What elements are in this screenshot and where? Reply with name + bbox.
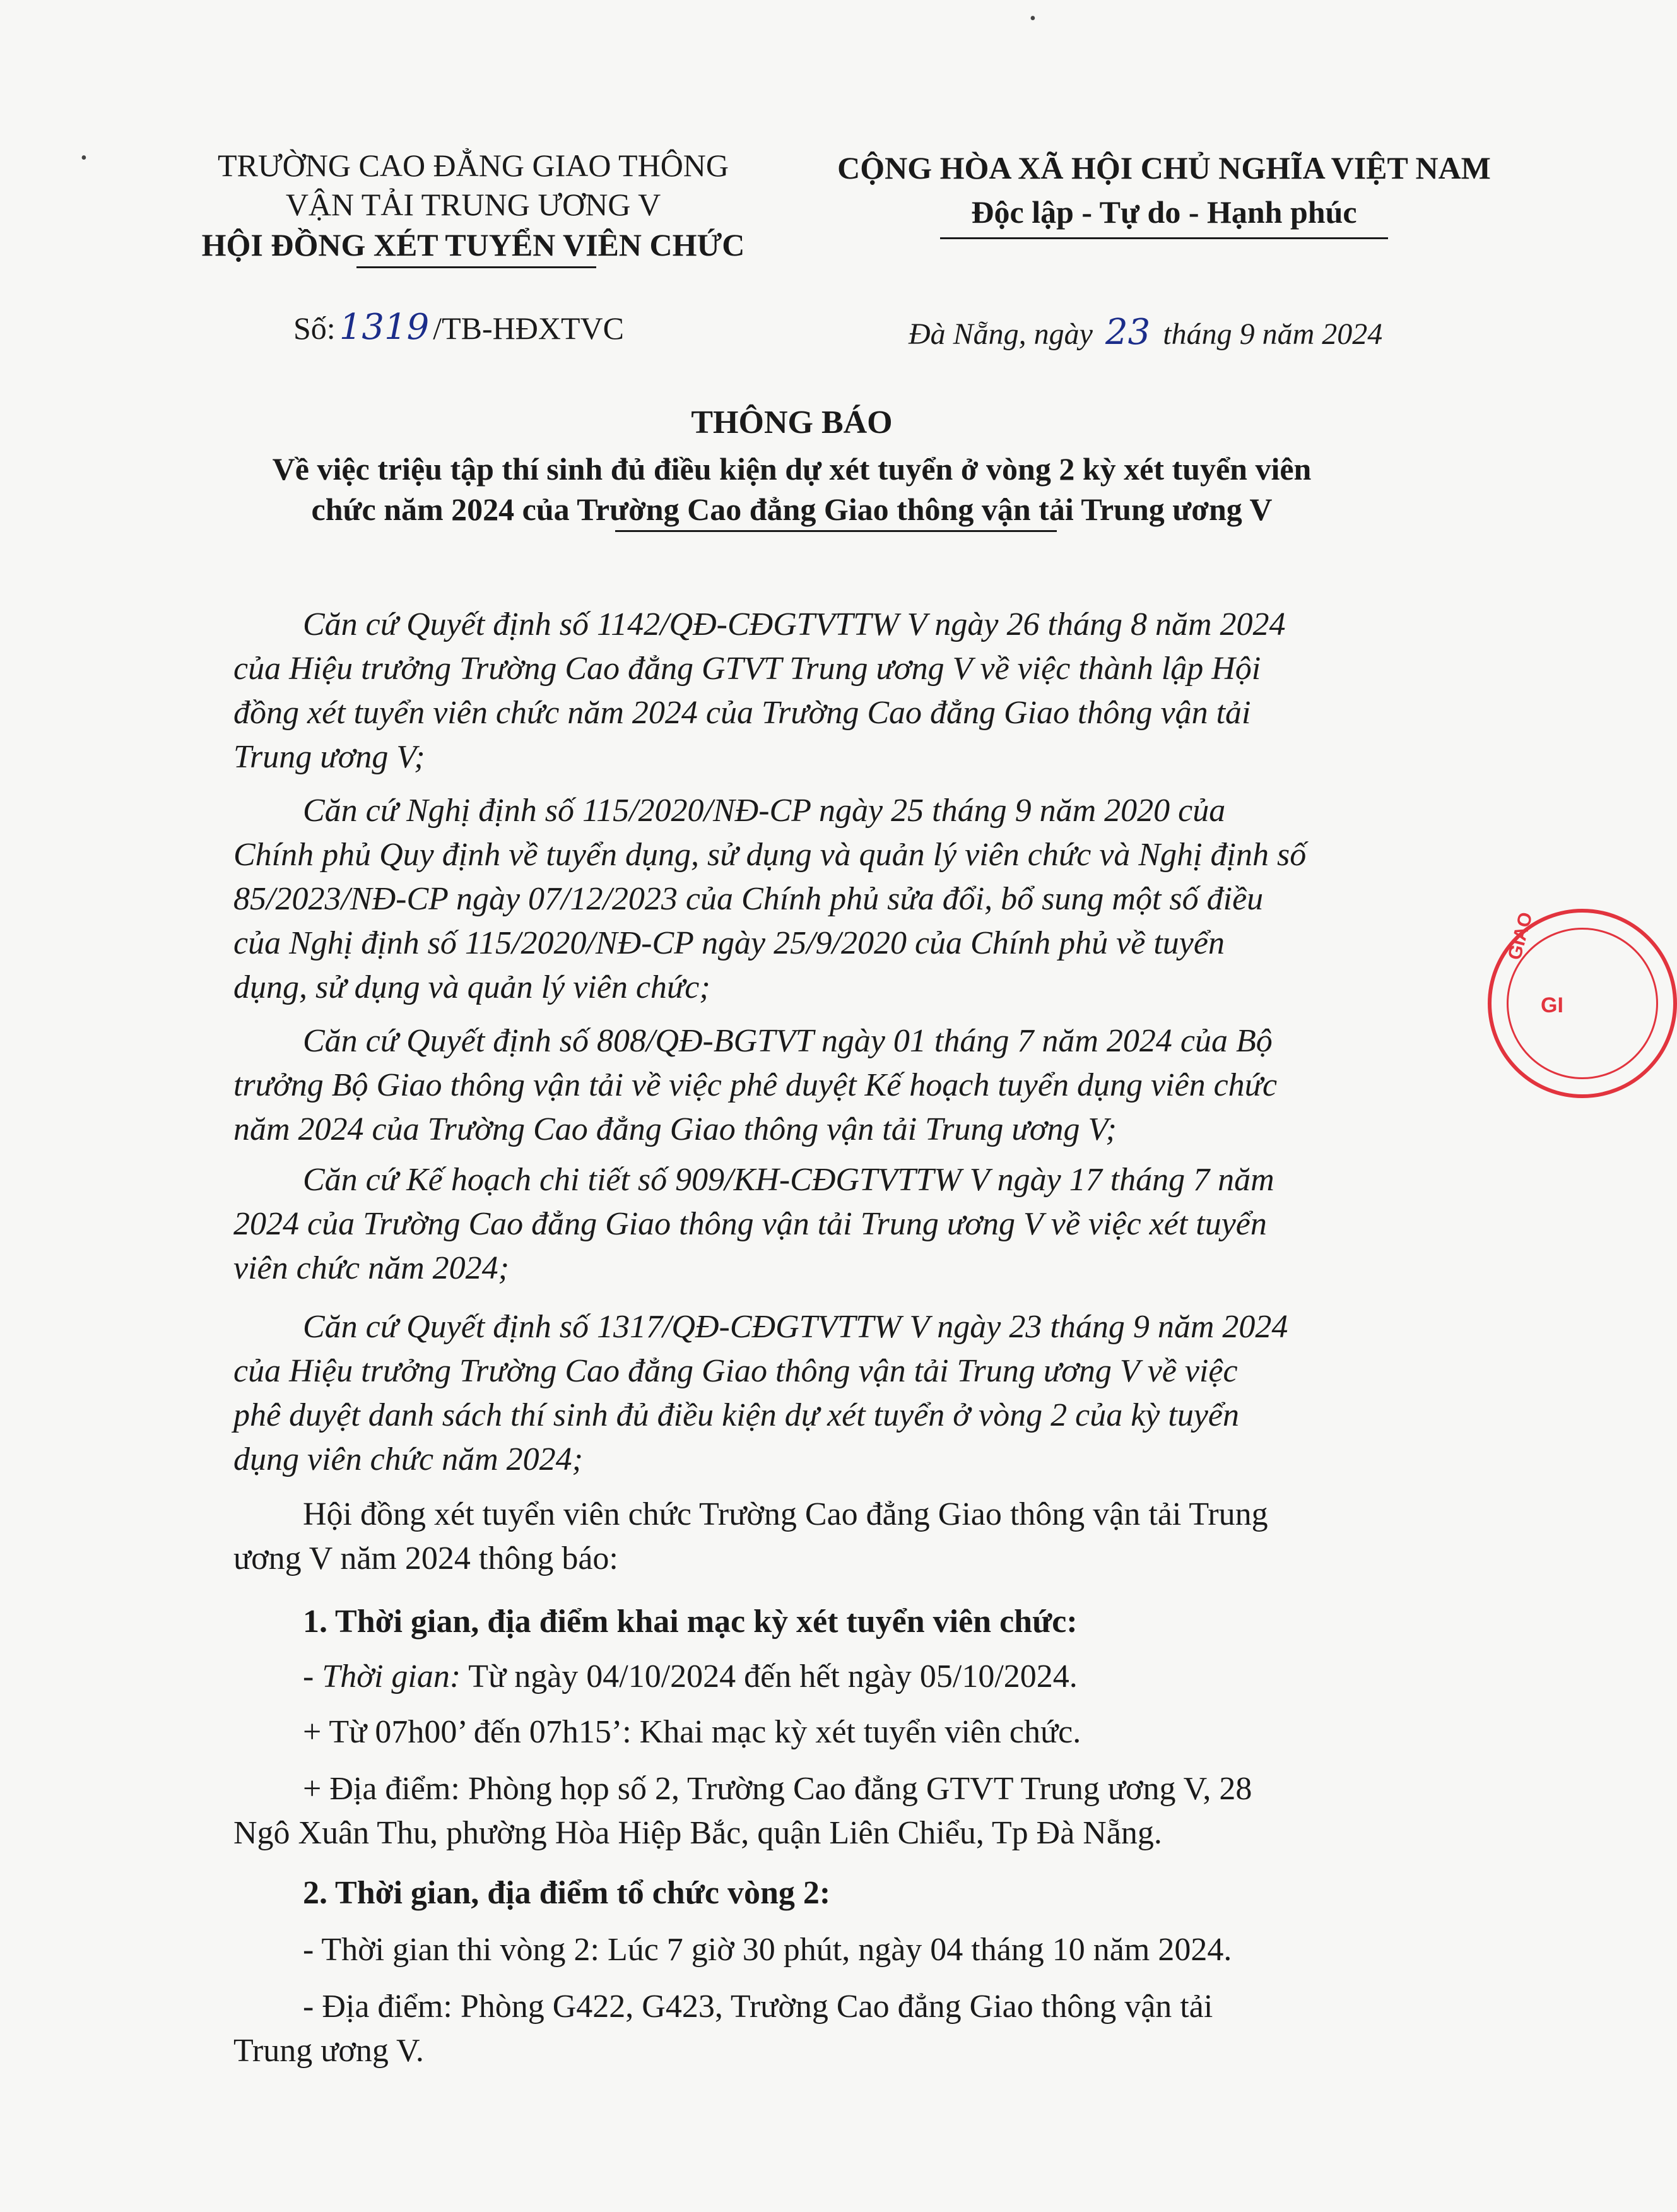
- seal-inner-ring: [1507, 928, 1658, 1079]
- basis-line: Trung ương V;: [233, 739, 425, 775]
- basis-line: Căn cứ Quyết định số 808/QĐ-BGTVT ngày 01 tháng 7 năm 2024 của Bộ: [303, 1023, 1273, 1059]
- basis-paragraph: [233, 1158, 1420, 1291]
- time-label: - Thời gian:: [303, 1659, 461, 1694]
- document-subtitle-line1: Về việc triệu tập thí sinh đủ điều kiện dự xét tuyển ở vòng 2 kỳ xét tuyển viên: [272, 451, 1312, 487]
- section2-heading-text: 2. Thời gian, địa điểm tổ chức vòng 2:: [303, 1875, 831, 1911]
- section2-time: [233, 1928, 1420, 1972]
- basis-line: Căn cứ Quyết định số 1142/QĐ-CĐGTVTTW V ngày 26 tháng 8 năm 2024: [303, 606, 1286, 642]
- section2-place-line: - Địa điểm: Phòng G422, G423, Trường Cao đẳng Giao thông vận tải: [303, 1989, 1213, 2025]
- date-prefix: Đà Nẵng, ngày: [909, 317, 1093, 351]
- national-motto: Độc lập - Tự do - Hạnh phúc: [971, 194, 1357, 230]
- section1-place-line: + Địa điểm: Phòng họp số 2, Trường Cao đẳng GTVT Trung ương V, 28: [303, 1771, 1252, 1807]
- seal-text-mid: GI: [1541, 993, 1563, 1017]
- document-subtitle-line2: chức năm 2024 của Trường Cao đẳng Giao thông vận tải Trung ương V: [311, 492, 1273, 527]
- national-title: CỘNG HÒA XÃ HỘI CHỦ NGHĨA VIỆT NAM: [837, 150, 1491, 186]
- title-underline: [615, 530, 1057, 532]
- section1-heading: [233, 1600, 1420, 1644]
- basis-paragraph: [233, 1305, 1420, 1482]
- basis-line: dụng, sử dụng và quản lý viên chức;: [233, 969, 710, 1005]
- intro-line: Hội đồng xét tuyển viên chức Trường Cao đẳng Giao thông vận tải Trung: [303, 1496, 1268, 1532]
- number-handwritten: 1319: [339, 307, 430, 348]
- date-suffix: tháng 9 năm 2024: [1163, 317, 1383, 351]
- number-prefix: Số:: [293, 311, 336, 346]
- header-left-line1: TRƯỜNG CAO ĐẲNG GIAO THÔNG: [217, 148, 729, 183]
- section1-heading-text: 1. Thời gian, địa điểm khai mạc kỳ xét tuyển viên chức:: [303, 1604, 1078, 1640]
- basis-line: của Hiệu trưởng Trường Cao đẳng Giao thông vận tải Trung ương V về việc: [233, 1353, 1238, 1389]
- header-right-underline: [940, 237, 1388, 239]
- basis-paragraph: [233, 1019, 1420, 1152]
- basis-line: đồng xét tuyển viên chức năm 2024 của Trường Cao đẳng Giao thông vận tải: [233, 695, 1251, 731]
- section2-place-line: Trung ương V.: [233, 2033, 424, 2069]
- number-suffix: /TB-HĐXTVC: [433, 311, 624, 346]
- section1-opening: [233, 1710, 1420, 1754]
- intro-line: ương V năm 2024 thông báo:: [233, 1541, 618, 1576]
- basis-paragraph: [233, 603, 1420, 779]
- basis-line: Chính phủ Quy định về tuyển dụng, sử dụng và quản lý viên chức và Nghị định số: [233, 837, 1307, 873]
- time-value: Từ ngày 04/10/2024 đến hết ngày 05/10/2024.: [461, 1659, 1078, 1694]
- council-name: HỘI ĐỒNG XÉT TUYỂN VIÊN CHỨC: [201, 227, 745, 263]
- basis-line: 2024 của Trường Cao đẳng Giao thông vận tải Trung ương V về việc xét tuyển: [233, 1206, 1267, 1242]
- official-seal: [1488, 909, 1677, 1098]
- section1-time: [233, 1655, 1420, 1699]
- section2-place: [233, 1985, 1420, 2073]
- section1-place-line: Ngô Xuân Thu, phường Hòa Hiệp Bắc, quận Liên Chiểu, Tp Đà Nẵng.: [233, 1815, 1162, 1851]
- section1-time-line: [233, 1655, 1420, 1699]
- basis-line: viên chức năm 2024;: [233, 1250, 509, 1286]
- seal-text-top: GIAO: [1504, 909, 1537, 962]
- basis-line: 85/2023/NĐ-CP ngày 07/12/2023 của Chính phủ sửa đổi, bổ sung một số điều: [233, 881, 1264, 917]
- basis-line: phê duyệt danh sách thí sinh đủ điều kiện dự xét tuyển ở vòng 2 của kỳ tuyển: [233, 1397, 1239, 1433]
- document-date: [909, 312, 1382, 353]
- document-title: THÔNG BÁO: [691, 405, 893, 441]
- basis-line: Căn cứ Nghị định số 115/2020/NĐ-CP ngày 25 tháng 9 năm 2020 của: [303, 793, 1226, 829]
- header-left-line2: VẬN TẢI TRUNG ƯƠNG V: [285, 187, 661, 222]
- section1-place: [233, 1767, 1420, 1855]
- header-left-underline: [356, 266, 596, 268]
- intro-paragraph: [233, 1493, 1420, 1581]
- basis-line: dụng viên chức năm 2024;: [233, 1441, 583, 1477]
- scan-mark: •: [81, 148, 87, 168]
- basis-line: Căn cứ Quyết định số 1317/QĐ-CĐGTVTTW V ngày 23 tháng 9 năm 2024: [303, 1309, 1288, 1345]
- document-number: [293, 307, 624, 348]
- basis-line: của Nghị định số 115/2020/NĐ-CP ngày 25/9/2020 của Chính phủ về tuyển: [233, 925, 1225, 961]
- section2-heading: [233, 1871, 1420, 1915]
- basis-line: Căn cứ Kế hoạch chi tiết số 909/KH-CĐGTVTTW V ngày 17 tháng 7 năm: [303, 1162, 1274, 1198]
- basis-line: trưởng Bộ Giao thông vận tải về việc phê duyệt Kế hoạch tuyển dụng viên chức: [233, 1067, 1278, 1103]
- basis-line: của Hiệu trưởng Trường Cao đẳng GTVT Trung ương V về việc thành lập Hội: [233, 651, 1261, 687]
- basis-line: năm 2024 của Trường Cao đẳng Giao thông vận tải Trung ương V;: [233, 1111, 1117, 1147]
- section1-opening-text: + Từ 07h00’ đến 07h15’: Khai mạc kỳ xét tuyển viên chức.: [303, 1714, 1081, 1750]
- basis-paragraph: [233, 789, 1420, 1010]
- date-day-handwritten: 23: [1105, 312, 1151, 353]
- scan-mark: •: [1030, 9, 1036, 28]
- section2-time-text: - Thời gian thi vòng 2: Lúc 7 giờ 30 phút, ngày 04 tháng 10 năm 2024.: [303, 1932, 1232, 1968]
